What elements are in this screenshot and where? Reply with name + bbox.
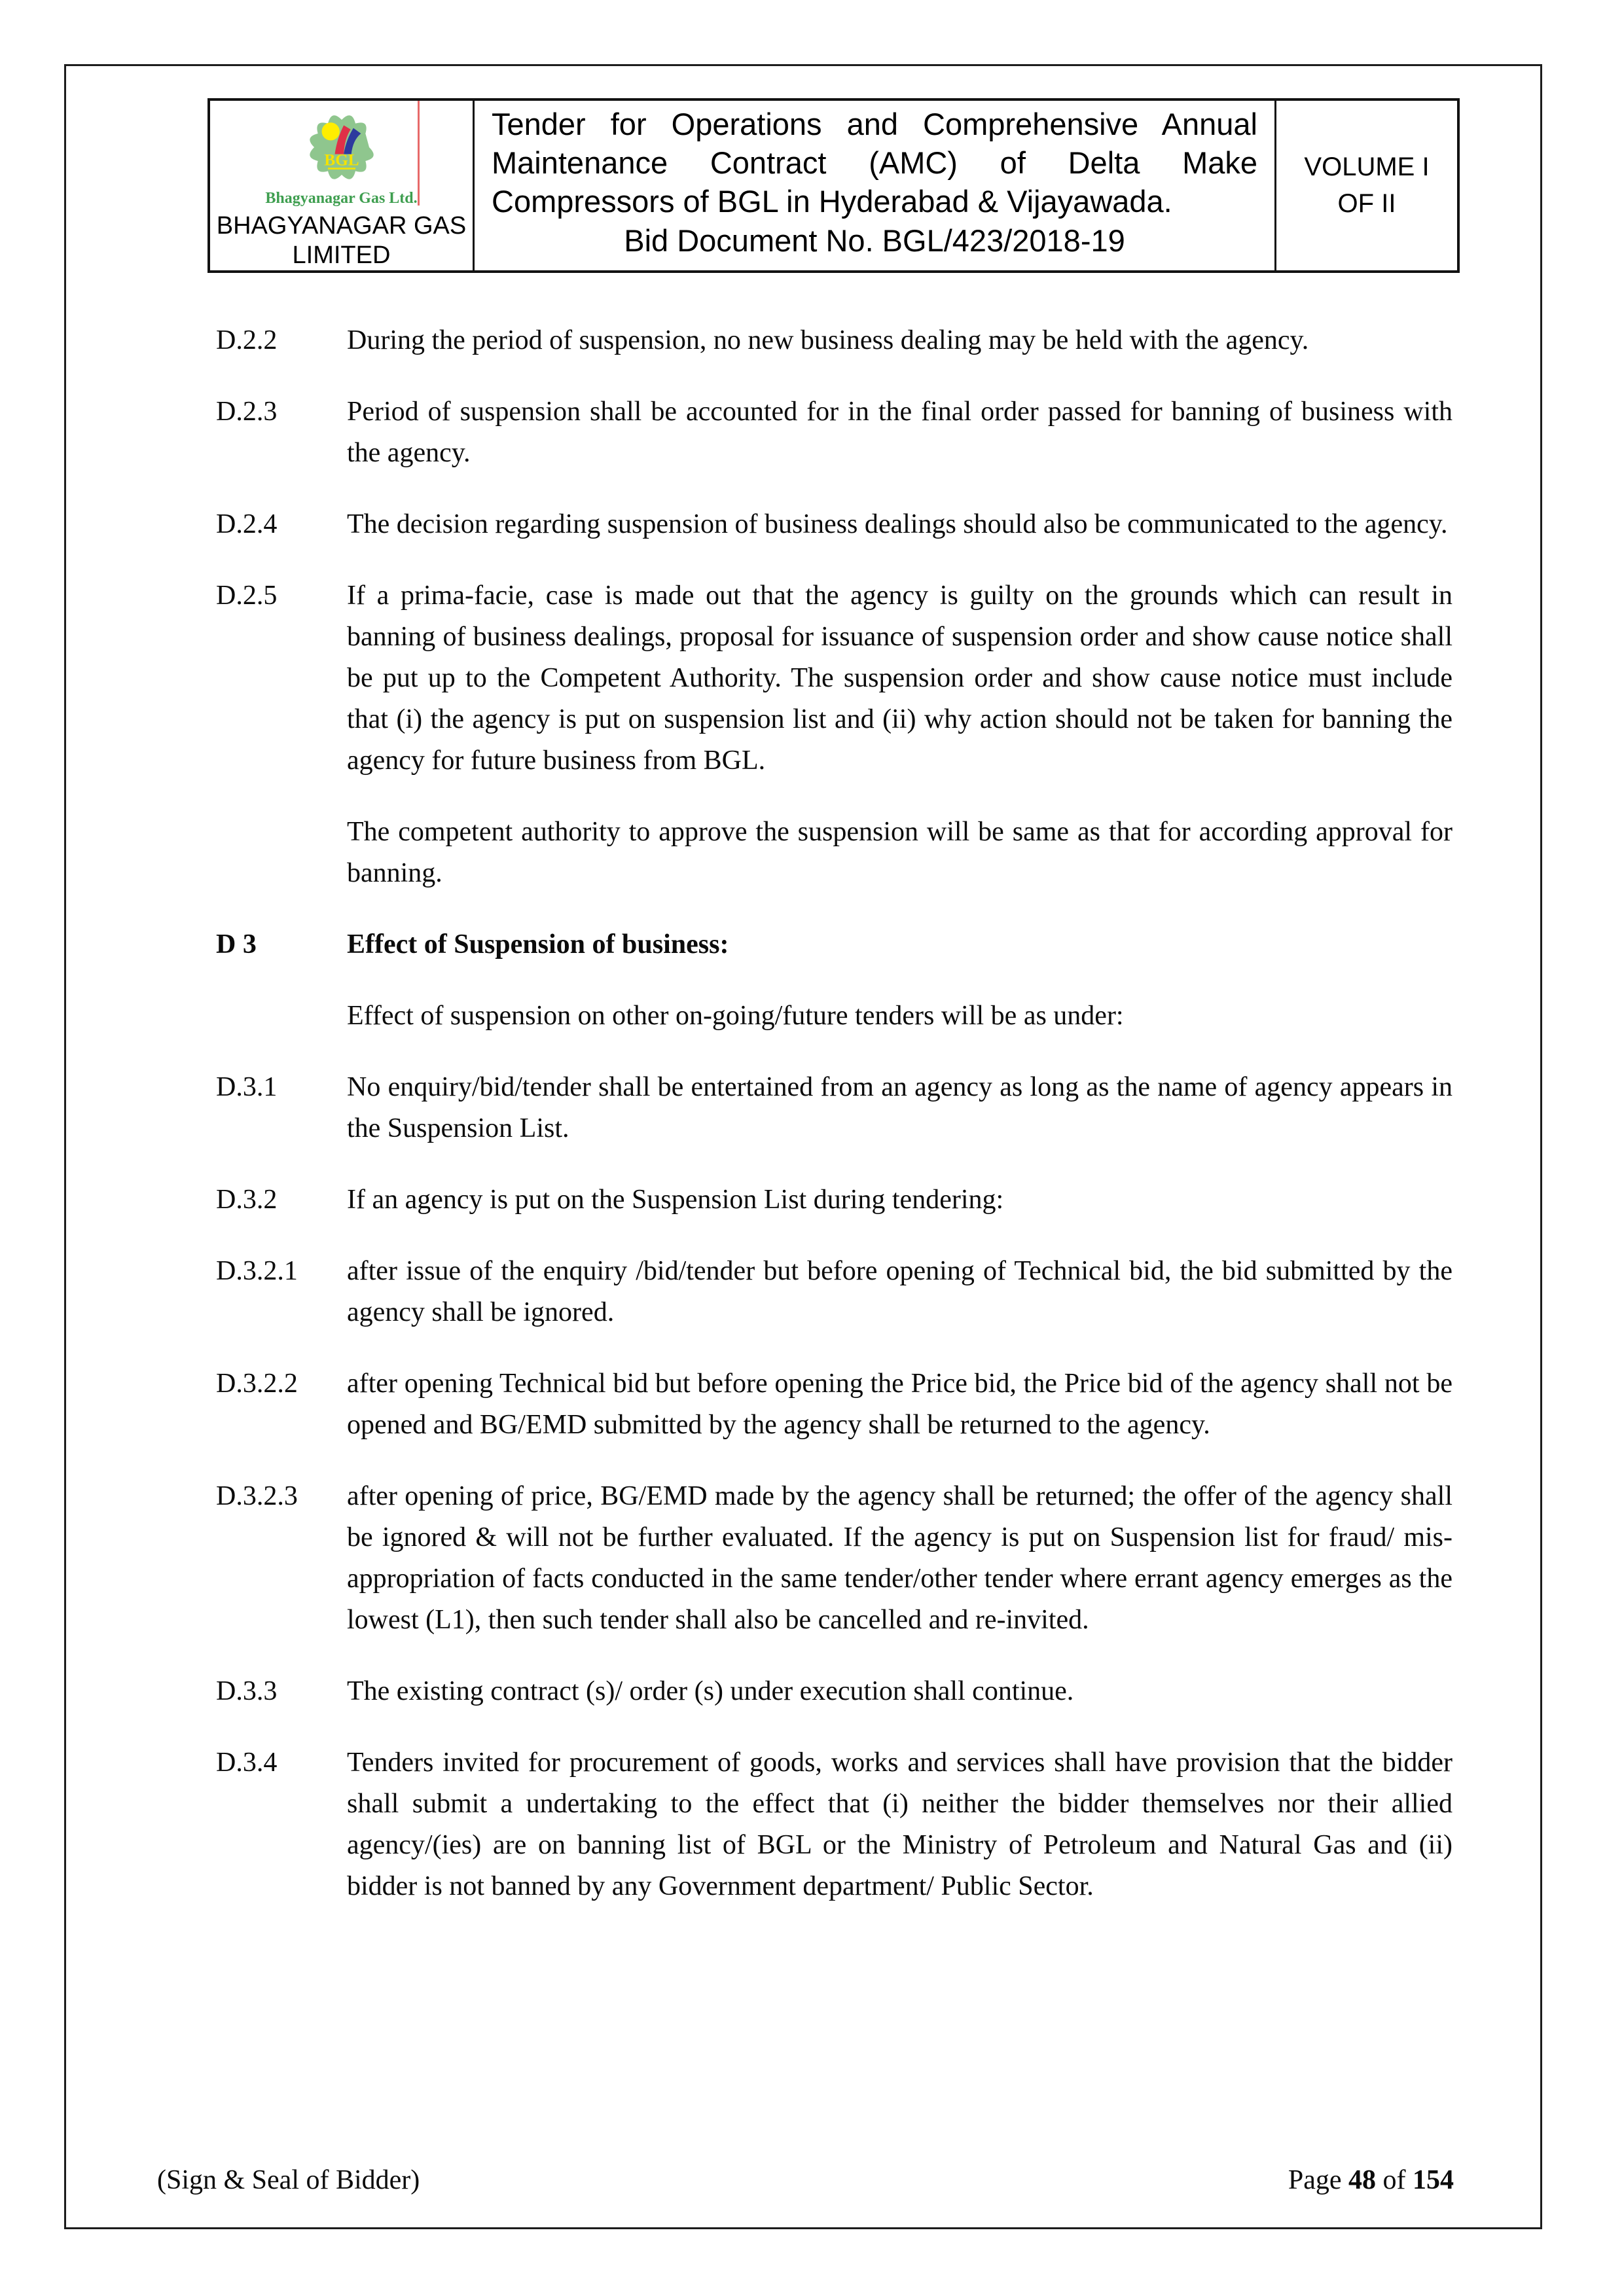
tender-title-line2: Maintenance Contract (AMC) of Delta Make xyxy=(492,145,1257,181)
header-table xyxy=(208,98,1460,273)
clause-d2-2 xyxy=(216,320,1453,361)
clause-text: The competent authority to approve the suspension will be same as that for according approval for banning. xyxy=(347,816,1453,888)
clause-text: after opening Technical bid but before opening the Price bid, the Price bid of the agency shall not be opened and BG/EMD submitted by the agency shall be returned to the agency. xyxy=(347,1368,1453,1440)
page-current: 48 xyxy=(1348,2165,1376,2195)
company-name-line2: LIMITED xyxy=(292,241,391,269)
company-name xyxy=(217,211,467,270)
clause-number: D.2.5 xyxy=(216,580,278,611)
svg-text:BGL: BGL xyxy=(323,151,359,170)
clause-d3-2-3 xyxy=(216,1476,1453,1641)
volume-cell xyxy=(1276,101,1457,270)
logo-subtitle: Bhagyanagar Gas Ltd. xyxy=(265,190,418,207)
clause-d3-2 xyxy=(216,1179,1453,1221)
sign-seal-note: (Sign & Seal of Bidder) xyxy=(157,2165,420,2195)
clause-d3-4 xyxy=(216,1742,1453,1907)
tender-title-line3: Compressors of BGL in Hyderabad & Vijayawada. xyxy=(492,184,1172,219)
clause-text: No enquiry/bid/tender shall be entertained from an agency as long as the name of agency appears in the Suspension List. xyxy=(347,1071,1453,1143)
clause-text: If a prima-facie, case is made out that the agency is guilty on the grounds which can result in banning of business dealings, proposal for issuance of suspension order and show cause notice shall be put up to the Competent Authority. The suspension order and show cause notice must include that (i) the agency is put on suspension list and (ii) why action should not be taken for banning the agency for future business from BGL. xyxy=(347,580,1453,776)
clauses-body xyxy=(216,320,1453,1907)
tender-title-cell xyxy=(475,101,1276,270)
bgl-logo-icon xyxy=(300,106,383,188)
clause-number: D.3.2 xyxy=(216,1184,278,1215)
clause-number: D.2.4 xyxy=(216,509,278,539)
logo-cell xyxy=(210,101,475,270)
clause-number: D.3.2.1 xyxy=(216,1255,298,1286)
clause-d2-3 xyxy=(216,391,1453,474)
clause-d2-4 xyxy=(216,504,1453,545)
section-heading-d3 xyxy=(216,924,1453,965)
clause-d3-2-2 xyxy=(216,1363,1453,1446)
clause-number: D.2.3 xyxy=(216,396,278,427)
clause-number: D.3.1 xyxy=(216,1071,278,1102)
red-divider-line xyxy=(418,101,420,206)
clause-text: after opening of price, BG/EMD made by the agency shall be returned; the offer of the agency shall be ignored & will not be further evaluated. If the agency is put on Suspension list for fraud/ mis-appropriation of facts conducted in the same tender/other tender where errant agency emerges as the lowest (L1), then such tender shall also be cancelled and re-invited. xyxy=(347,1480,1453,1635)
clause-text: The existing contract (s)/ order (s) under execution shall continue. xyxy=(347,1676,1074,1706)
page-number xyxy=(1288,2164,1454,2196)
clause-text: During the period of suspension, no new business dealing may be held with the agency. xyxy=(347,325,1309,355)
clause-number: D.3.4 xyxy=(216,1747,278,1778)
page-total: 154 xyxy=(1413,2165,1454,2195)
page-label: Page xyxy=(1288,2165,1342,2195)
paragraph-effect-intro xyxy=(216,996,1453,1037)
bid-document-number: Bid Document No. BGL/423/2018-19 xyxy=(624,223,1125,258)
volume-line2: OF II xyxy=(1337,189,1396,219)
clause-text: Period of suspension shall be accounted for in the final order passed for banning of business with the agency. xyxy=(347,396,1453,468)
clause-text: The decision regarding suspension of business dealings should also be communicated to the agency. xyxy=(347,509,1448,539)
page-border-frame xyxy=(64,64,1542,2229)
clause-text: after issue of the enquiry /bid/tender but before opening of Technical bid, the bid submitted by the agency shall be ignored. xyxy=(347,1255,1453,1327)
of-label: of xyxy=(1382,2165,1406,2195)
section-title: Effect of Suspension of business: xyxy=(347,929,729,960)
clause-number xyxy=(216,996,347,1037)
clause-text: Tenders invited for procurement of goods, works and services shall have provision that the bidder shall submit a undertaking to the effect that (i) neither the bidder themselves nor their allied agency/(ies) are on banning list of BGL or the Ministry of Petroleum and Natural Gas and (ii) bidder is not banned by any Government department/ Public Sector. xyxy=(347,1747,1453,1901)
clause-number: D.3.3 xyxy=(216,1676,278,1706)
clause-d3-3 xyxy=(216,1671,1453,1712)
clause-text: If an agency is put on the Suspension List during tendering: xyxy=(347,1184,1004,1215)
section-number: D 3 xyxy=(216,929,257,960)
clause-number xyxy=(216,812,347,894)
clause-d3-2-1 xyxy=(216,1251,1453,1333)
paragraph-competent-authority xyxy=(216,812,1453,894)
clause-number: D.3.2.2 xyxy=(216,1368,298,1399)
company-name-line1: BHAGYANAGAR GAS xyxy=(216,212,467,240)
page-footer xyxy=(157,2164,1454,2196)
clause-number: D.3.2.3 xyxy=(216,1480,298,1511)
tender-title-line1: Tender for Operations and Comprehensive Annual xyxy=(492,107,1257,141)
clause-text: Effect of suspension on other on-going/future tenders will be as under: xyxy=(347,1000,1124,1031)
clause-number: D.2.2 xyxy=(216,325,278,355)
clause-d2-5 xyxy=(216,575,1453,781)
volume-line1: VOLUME I xyxy=(1304,152,1430,182)
clause-d3-1 xyxy=(216,1067,1453,1149)
